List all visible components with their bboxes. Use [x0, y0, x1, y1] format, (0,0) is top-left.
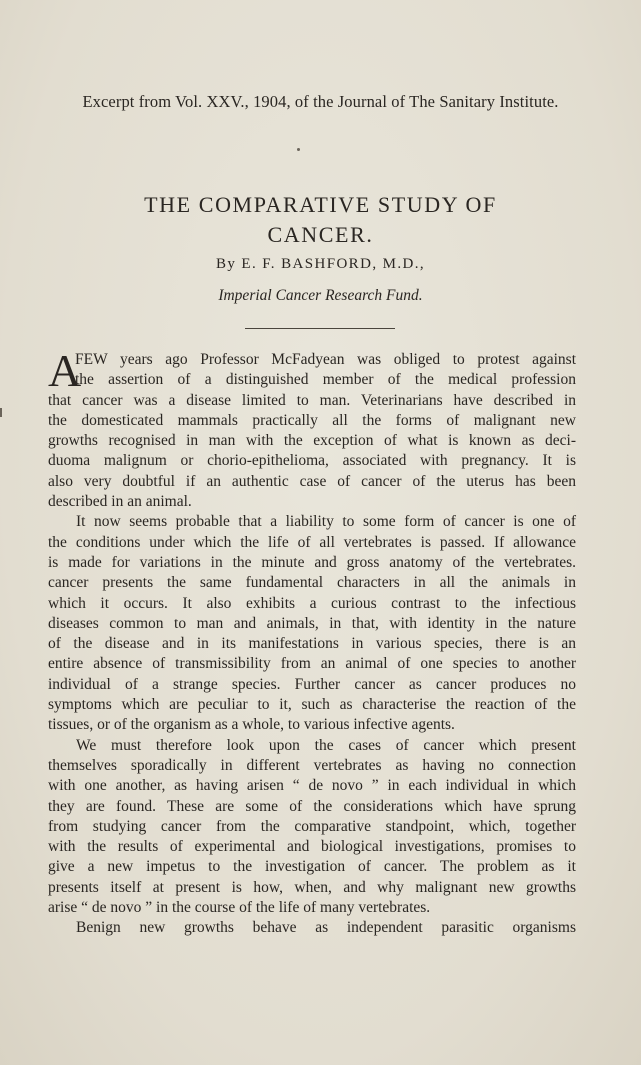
body-line: It now seems probable that a liability to some form of cancer is one of: [76, 513, 576, 531]
body-line: duoma malignum or chorio-epithelioma, associated with pregnancy. It is: [48, 452, 576, 470]
body-line: with one another, as having arisen “ de novo ” in each individual in which: [48, 777, 576, 795]
body-line: entire absence of transmissibility from an animal of one species to another: [48, 655, 576, 673]
article-title-continued: CANCER.: [267, 222, 374, 247]
author-byline: By E. F. BASHFORD, M.D.,: [215, 256, 426, 272]
body-line: tissues, or of the organism as a whole, to various infective agents.: [48, 716, 455, 734]
body-line: the assertion of a distinguished member of the medical profession: [75, 371, 576, 389]
body-line: they are found. These are some of the considerations which have sprung: [48, 797, 576, 815]
excerpt-header: Excerpt from Vol. XXV., 1904, of the Journal of The Sanitary Institute.: [82, 92, 559, 111]
body-line: described in an animal.: [48, 493, 192, 511]
body-line: that cancer was a disease limited to man. Veterinarians have described in: [48, 391, 576, 409]
body-line: from studying cancer from the comparative standpoint, which, together: [48, 817, 576, 835]
body-line: the domesticated mammals practically all the forms of malignant new: [48, 411, 576, 429]
body-line: diseases common to man and animals, in that, with identity in the nature: [48, 614, 576, 632]
article-body: [48, 345, 576, 939]
body-line: growths recognised in man with the exception of what is known as deci-: [48, 432, 576, 450]
body-line: give a new impetus to the investigation of cancer. The problem as it: [48, 858, 576, 876]
body-line: also very doubtful if an authentic case of cancer of the uterus has been: [48, 472, 576, 490]
body-line: Benign new growths behave as independent parasitic organisms: [76, 919, 576, 937]
article-title: THE COMPARATIVE STUDY OF: [144, 192, 497, 217]
body-line: We must therefore look upon the cases of cancer which present: [76, 736, 576, 754]
body-line: of the disease and in its manifestations in various species, there is an: [48, 635, 576, 653]
body-line: individual of a strange species. Further cancer as cancer produces no: [48, 675, 576, 693]
drop-cap: A: [48, 345, 82, 396]
body-line: arise “ de novo ” in the course of the life of many vertebrates.: [48, 899, 431, 917]
body-line: cancer presents the same fundamental characters in all the animals in: [48, 574, 576, 592]
body-line: themselves sporadically in different vertebrates as having no connection: [48, 756, 576, 774]
body-line: FEW years ago Professor McFadyean was obliged to protest against: [75, 351, 576, 368]
title-divider: [245, 328, 395, 329]
body-line: presents itself at present is how, when, and why malignant new growths: [48, 878, 576, 896]
author-affiliation: Imperial Cancer Research Fund.: [218, 287, 423, 304]
body-line: which it occurs. It also exhibits a curious contrast to the infectious: [48, 594, 576, 612]
body-line: symptoms which are peculiar to it, such as characterise the reaction of the: [48, 696, 576, 714]
paper-speck: [297, 148, 300, 151]
margin-speck: [0, 408, 2, 417]
body-line: the conditions under which the life of all vertebrates is passed. If allowance: [48, 533, 576, 551]
body-line: is made for variations in the minute and gross anatomy of the vertebrates.: [48, 553, 576, 571]
body-line: with the results of experimental and biological investigations, promises to: [48, 838, 576, 856]
